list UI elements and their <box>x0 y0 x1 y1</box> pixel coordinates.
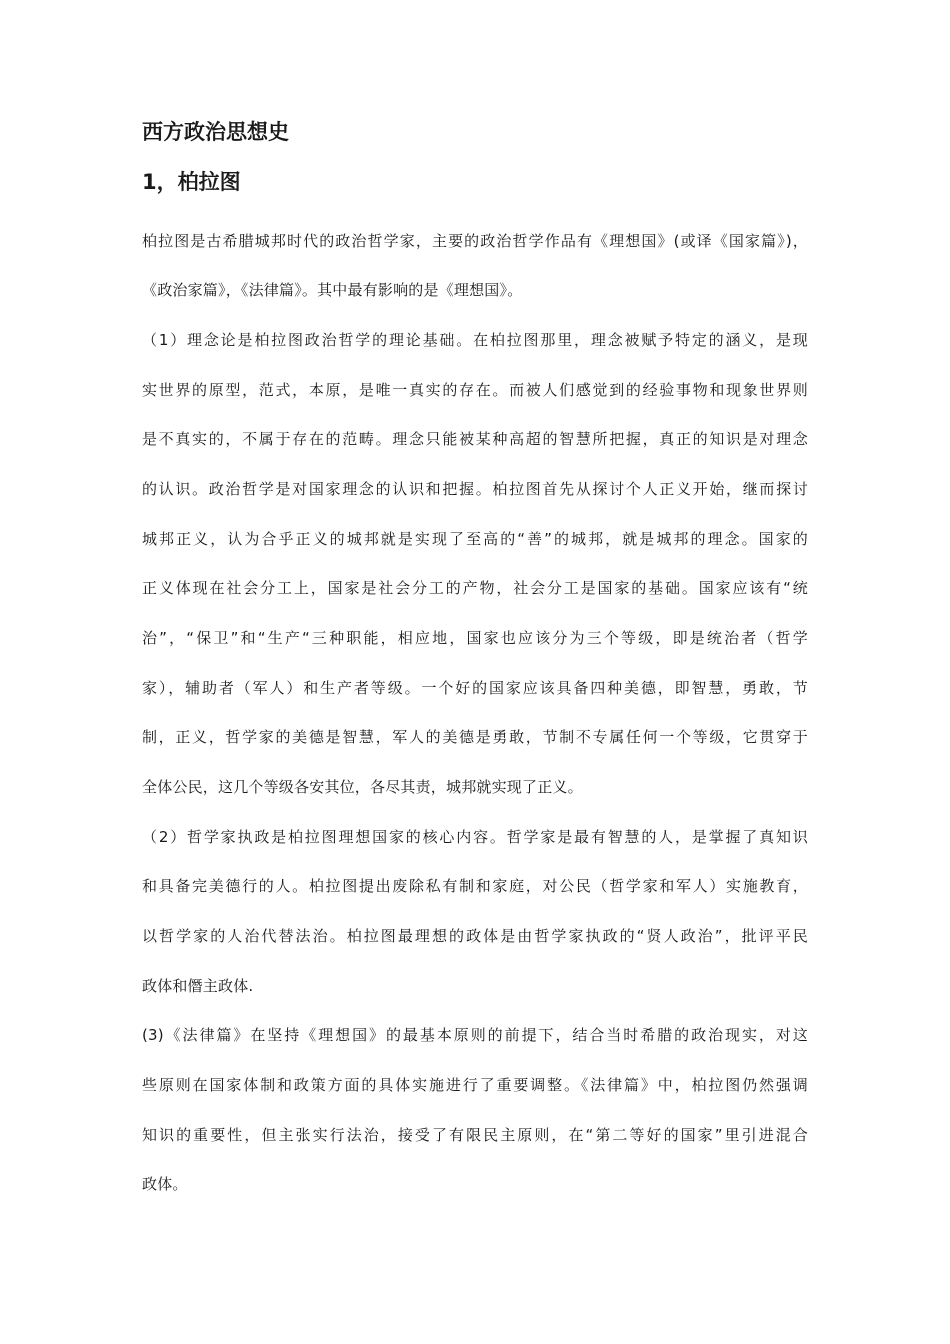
text-line: 和具备完美德行的人。柏拉图提出废除私有制和家庭，对公民（哲学家和军人）实施教育， <box>142 877 808 895</box>
text-line: (3)《法律篇》在坚持《理想国》的最基本原则的前提下，结合当时希腊的政治现实，对这 <box>142 1026 808 1044</box>
section-heading-plato: 1，柏拉图 <box>142 170 241 194</box>
text-line: 柏拉图是古希腊城邦时代的政治哲学家，主要的政治哲学作品有《理想国》(或译《国家篇》)， <box>142 232 808 250</box>
text-line: 城邦正义，认为合乎正义的城邦就是实现了至高的“善”的城邦，就是城邦的理念。国家的 <box>142 530 808 548</box>
text-line: 政体和僭主政体. <box>142 977 254 995</box>
text-line: 实世界的原型，范式，本原，是唯一真实的存在。而被人们感觉到的经验事物和现象世界则 <box>142 381 808 399</box>
page-title: 西方政治思想史 <box>142 120 289 144</box>
text-line: （1）理念论是柏拉图政治哲学的理论基础。在柏拉图那里，理念被赋予特定的涵义，是现 <box>142 331 808 349</box>
text-line: 是不真实的，不属于存在的范畴。理念只能被某种高超的智慧所把握，真正的知识是对理念 <box>142 430 808 448</box>
text-line: 全体公民，这几个等级各安其位，各尽其责，城邦就实现了正义。 <box>142 778 583 796</box>
text-line: 政体。 <box>142 1175 188 1193</box>
text-line: 知识的重要性，但主张实行法治，接受了有限民主原则，在“第二等好的国家”里引进混合 <box>142 1126 808 1144</box>
text-line: （2）哲学家执政是柏拉图理想国家的核心内容。哲学家是最有智慧的人，是掌握了真知识 <box>142 828 808 846</box>
text-line: 些原则在国家体制和政策方面的具体实施进行了重要调整。《法律篇》中，柏拉图仍然强调 <box>142 1076 808 1094</box>
text-line: 《政治家篇》，《法律篇》。其中最有影响的是《理想国》。 <box>142 281 523 299</box>
text-line: 制，正义，哲学家的美德是智慧，军人的美德是勇敢，节制不专属任何一个等级，它贯穿于 <box>142 728 808 746</box>
text-line: 以哲学家的人治代替法治。柏拉图最理想的政体是由哲学家执政的“贤人政治”，批评平民 <box>142 927 808 945</box>
text-line: 正义体现在社会分工上，国家是社会分工的产物，社会分工是国家的基础。国家应该有“统 <box>142 579 808 597</box>
text-line: 家），辅助者（军人）和生产者等级。一个好的国家应该具备四种美德，即智慧，勇敢，节 <box>142 679 808 697</box>
text-line: 的认识。政治哲学是对国家理念的认识和把握。柏拉图首先从探讨个人正义开始，继而探讨 <box>142 480 808 498</box>
text-line: 治”，“保卫”和“生产“三种职能，相应地，国家也应该分为三个等级，即是统治者（哲学 <box>142 629 808 647</box>
